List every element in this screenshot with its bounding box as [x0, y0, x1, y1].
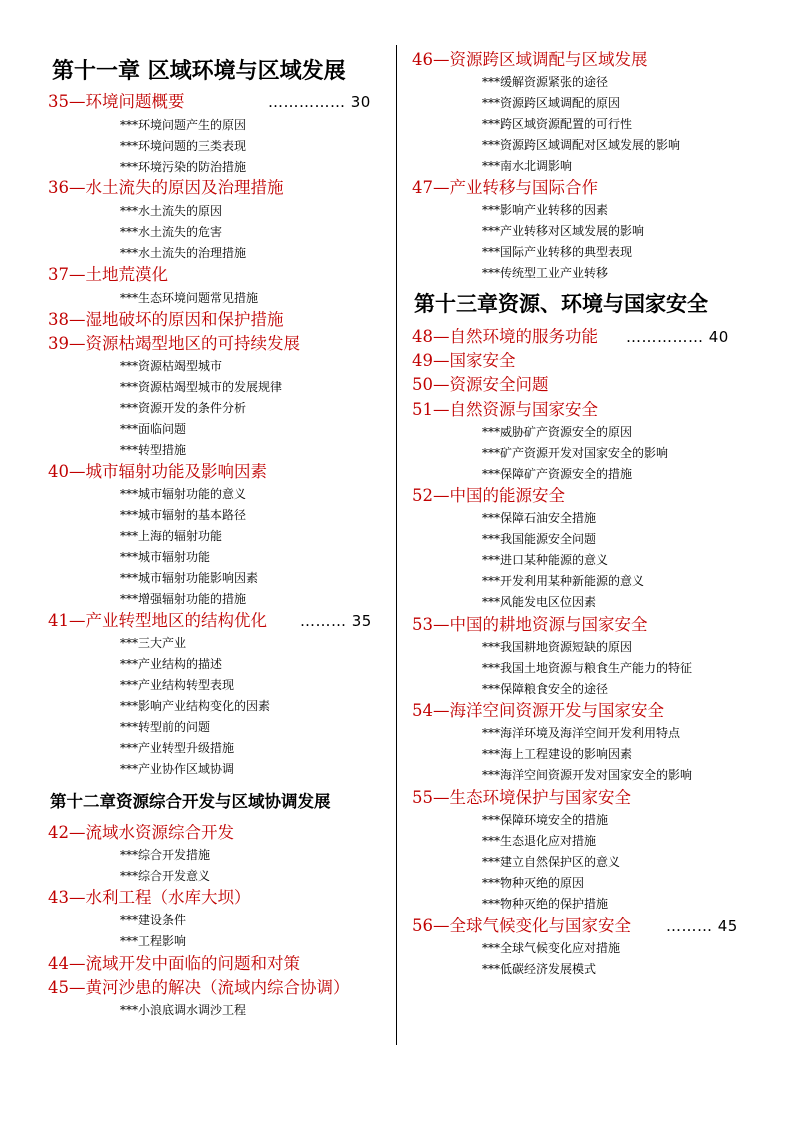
topic-43[interactable]: 43—水利工程（水库大坝） — [48, 888, 251, 907]
subtopic-37-1: ***生态环境问题常见措施 — [120, 291, 259, 305]
topic-49[interactable]: 49—国家安全 — [412, 351, 516, 370]
subtopic-41-4: ***影响产业结构变化的因素 — [120, 699, 271, 713]
subtopic-51-2: ***矿产资源开发对国家安全的影响 — [482, 446, 669, 460]
page-number-35: ……… 35 — [300, 612, 372, 630]
subtopic-42-2: ***综合开发意义 — [120, 869, 211, 883]
subtopic-54-3: ***海洋空间资源开发对国家安全的影响 — [482, 768, 693, 782]
subtopic-52-4: ***开发利用某种新能源的意义 — [482, 574, 645, 588]
subtopic-47-2: ***产业转移对区域发展的影响 — [482, 224, 645, 238]
topic-36[interactable]: 36—水土流失的原因及治理措施 — [48, 178, 284, 197]
topic-56[interactable]: 56—全球气候变化与国家安全 — [412, 916, 631, 935]
subtopic-41-5: ***转型前的问题 — [120, 720, 211, 734]
topic-35[interactable]: 35—环境问题概要 — [48, 92, 185, 111]
subtopic-40-3: ***上海的辐射功能 — [120, 529, 223, 543]
subtopic-51-3: ***保障矿产资源安全的措施 — [482, 467, 633, 481]
subtopic-55-5: ***物种灭绝的保护措施 — [482, 897, 609, 911]
subtopic-52-5: ***风能发电区位因素 — [482, 595, 597, 609]
subtopic-40-1: ***城市辐射功能的意义 — [120, 487, 247, 501]
topic-55[interactable]: 55—生态环境保护与国家安全 — [412, 788, 631, 807]
subtopic-46-3: ***跨区域资源配置的可行性 — [482, 117, 633, 131]
subtopic-35-3: ***环境污染的防治措施 — [120, 160, 247, 174]
subtopic-39-1: ***资源枯竭型城市 — [120, 359, 223, 373]
page-number-30: …………… 30 — [268, 93, 371, 111]
subtopic-39-2: ***资源枯竭型城市的发展规律 — [120, 380, 283, 394]
subtopic-54-1: ***海洋环境及海洋空间开发利用特点 — [482, 726, 681, 740]
topic-41[interactable]: 41—产业转型地区的结构优化 — [48, 611, 267, 630]
topic-44[interactable]: 44—流域开发中面临的问题和对策 — [48, 954, 300, 973]
chapter-12-title: 第十二章资源综合开发与区域协调发展 — [50, 792, 331, 811]
subtopic-54-2: ***海上工程建设的影响因素 — [482, 747, 633, 761]
subtopic-55-4: ***物种灭绝的原因 — [482, 876, 585, 890]
subtopic-52-2: ***我国能源安全问题 — [482, 532, 597, 546]
subtopic-46-2: ***资源跨区域调配的原因 — [482, 96, 621, 110]
topic-39[interactable]: 39—资源枯竭型地区的可持续发展 — [48, 334, 300, 353]
topic-50[interactable]: 50—资源安全问题 — [412, 375, 549, 394]
subtopic-56-2: ***低碳经济发展模式 — [482, 962, 597, 976]
topic-53[interactable]: 53—中国的耕地资源与国家安全 — [412, 615, 648, 634]
subtopic-47-1: ***影响产业转移的因素 — [482, 203, 609, 217]
chapter-11-title: 第十一章 区域环境与区域发展 — [52, 58, 346, 84]
topic-42[interactable]: 42—流域水资源综合开发 — [48, 823, 234, 842]
subtopic-40-5: ***城市辐射功能影响因素 — [120, 571, 259, 585]
subtopic-55-2: ***生态退化应对措施 — [482, 834, 597, 848]
subtopic-40-6: ***增强辐射功能的措施 — [120, 592, 247, 606]
subtopic-40-2: ***城市辐射的基本路径 — [120, 508, 247, 522]
subtopic-41-2: ***产业结构的描述 — [120, 657, 223, 671]
topic-52[interactable]: 52—中国的能源安全 — [412, 486, 565, 505]
subtopic-53-3: ***保障粮食安全的途径 — [482, 682, 609, 696]
subtopic-52-1: ***保障石油安全措施 — [482, 511, 597, 525]
subtopic-52-3: ***进口某种能源的意义 — [482, 553, 609, 567]
subtopic-36-2: ***水土流失的危害 — [120, 225, 223, 239]
page-number-40: …………… 40 — [626, 328, 729, 346]
subtopic-41-7: ***产业协作区域协调 — [120, 762, 235, 776]
topic-38[interactable]: 38—湿地破坏的原因和保护措施 — [48, 310, 284, 329]
subtopic-41-6: ***产业转型升级措施 — [120, 741, 235, 755]
subtopic-36-1: ***水土流失的原因 — [120, 204, 223, 218]
topic-54[interactable]: 54—海洋空间资源开发与国家安全 — [412, 701, 664, 720]
subtopic-51-1: ***威胁矿产资源安全的原因 — [482, 425, 633, 439]
subtopic-40-4: ***城市辐射功能 — [120, 550, 211, 564]
subtopic-46-5: ***南水北调影响 — [482, 159, 573, 173]
subtopic-39-5: ***转型措施 — [120, 443, 187, 457]
subtopic-46-1: ***缓解资源紧张的途径 — [482, 75, 609, 89]
page-number-45: ……… 45 — [666, 917, 738, 935]
column-divider — [396, 45, 397, 1045]
subtopic-39-4: ***面临问题 — [120, 422, 187, 436]
subtopic-46-4: ***资源跨区域调配对区域发展的影响 — [482, 138, 681, 152]
subtopic-43-1: ***建设条件 — [120, 913, 187, 927]
chapter-13-title: 第十三章资源、环境与国家安全 — [414, 291, 708, 316]
subtopic-35-2: ***环境问题的三类表现 — [120, 139, 247, 153]
topic-37[interactable]: 37—土地荒漠化 — [48, 265, 168, 284]
subtopic-47-3: ***国际产业转移的典型表现 — [482, 245, 633, 259]
subtopic-53-2: ***我国土地资源与粮食生产能力的特征 — [482, 661, 693, 675]
subtopic-55-3: ***建立自然保护区的意义 — [482, 855, 621, 869]
subtopic-36-3: ***水土流失的治理措施 — [120, 246, 247, 260]
subtopic-53-1: ***我国耕地资源短缺的原因 — [482, 640, 633, 654]
subtopic-47-4: ***传统型工业产业转移 — [482, 266, 609, 280]
topic-48[interactable]: 48—自然环境的服务功能 — [412, 327, 598, 346]
subtopic-45-1: ***小浪底调水调沙工程 — [120, 1003, 247, 1017]
topic-45[interactable]: 45—黄河沙患的解决（流域内综合协调） — [48, 978, 350, 997]
subtopic-39-3: ***资源开发的条件分析 — [120, 401, 247, 415]
subtopic-55-1: ***保障环境安全的措施 — [482, 813, 609, 827]
topic-51[interactable]: 51—自然资源与国家安全 — [412, 400, 598, 419]
topic-47[interactable]: 47—产业转移与国际合作 — [412, 178, 598, 197]
subtopic-41-3: ***产业结构转型表现 — [120, 678, 235, 692]
subtopic-56-1: ***全球气候变化应对措施 — [482, 941, 621, 955]
subtopic-41-1: ***三大产业 — [120, 636, 187, 650]
subtopic-35-1: ***环境问题产生的原因 — [120, 118, 247, 132]
topic-40[interactable]: 40—城市辐射功能及影响因素 — [48, 462, 267, 481]
topic-46[interactable]: 46—资源跨区域调配与区域发展 — [412, 50, 648, 69]
subtopic-43-2: ***工程影响 — [120, 934, 187, 948]
subtopic-42-1: ***综合开发措施 — [120, 848, 211, 862]
